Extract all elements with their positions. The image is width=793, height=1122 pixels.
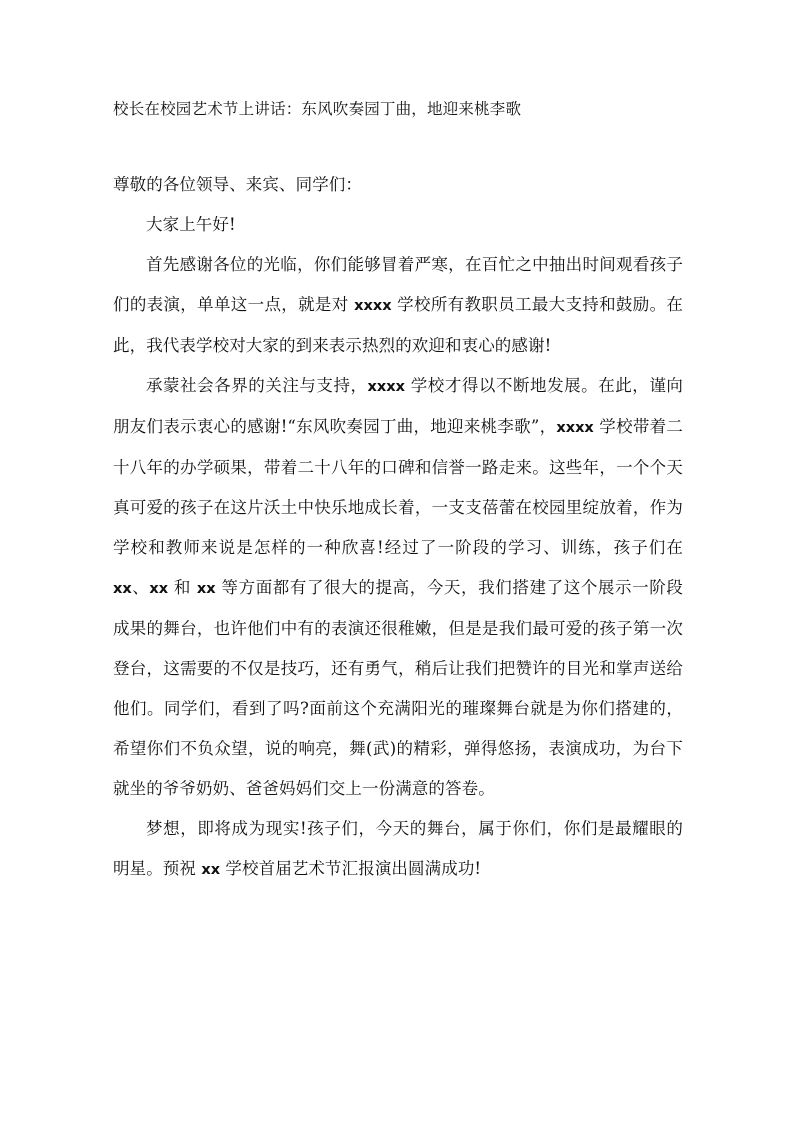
document-content bbox=[113, 0, 683, 890]
paragraph-greeting: 大家上午好! bbox=[146, 215, 236, 234]
paragraph-thanks: 首先感谢各位的光临，你们能够冒着严寒，在百忙之中抽出时间观看孩子们的表演，单单这一点，就是对 xxxx 学校所有教职员工最大支持和鼓励。在此，我代表学校对大家的到来表示热烈的欢迎和衷心的感谢! bbox=[113, 255, 684, 355]
paragraph-salutation: 尊敬的各位领导、来宾、同学们： bbox=[113, 175, 362, 194]
document-body bbox=[113, 165, 683, 890]
paragraph-closing: 梦想，即将成为现实!孩子们，今天的舞台，属于你们，你们是最耀眼的明星。预祝 xx 学校首届艺术节汇报演出圆满成功! bbox=[113, 819, 683, 878]
page-title: 校长在校园艺术节上讲话：东风吹奏园丁曲，地迎来桃李歌 bbox=[113, 100, 522, 118]
paragraph-development: 承蒙社会各界的关注与支持，xxxx 学校才得以不断地发展。在此，谨向朋友们表示衷心的感谢!“东风吹奏园丁曲，地迎来桃李歌”，xxxx 学校带着二十八年的办学硕果，带着二十八年的口碑和信誉一路走来。这些年，一个个天真可爱的孩子在这片沃土中快乐地成长着，一支支蓓蕾在校园里绽放着，作为学校和教师来说是怎样的一种欣喜!经过了一阶段的学习、训练，孩子们在 xx、xx 和 xx 等方面都有了很大的提高，今天，我们搭建了这个展示一阶段成果的舞台，也许他们中有的表演还很稚嫩，但是是我们最可爱的孩子第一次登台，这需要的不仅是技巧，还有勇气，稍后让我们把赞许的目光和掌声送给他们。同学们，看到了吗?面前这个充满阳光的璀璨舞台就是为你们搭建的，希望你们不负众望，说的响亮，舞(武)的精彩，弹得悠扬，表演成功，为台下就坐的爷爷奶奶、爸爸妈妈们交上一份满意的答卷。 bbox=[113, 376, 683, 798]
